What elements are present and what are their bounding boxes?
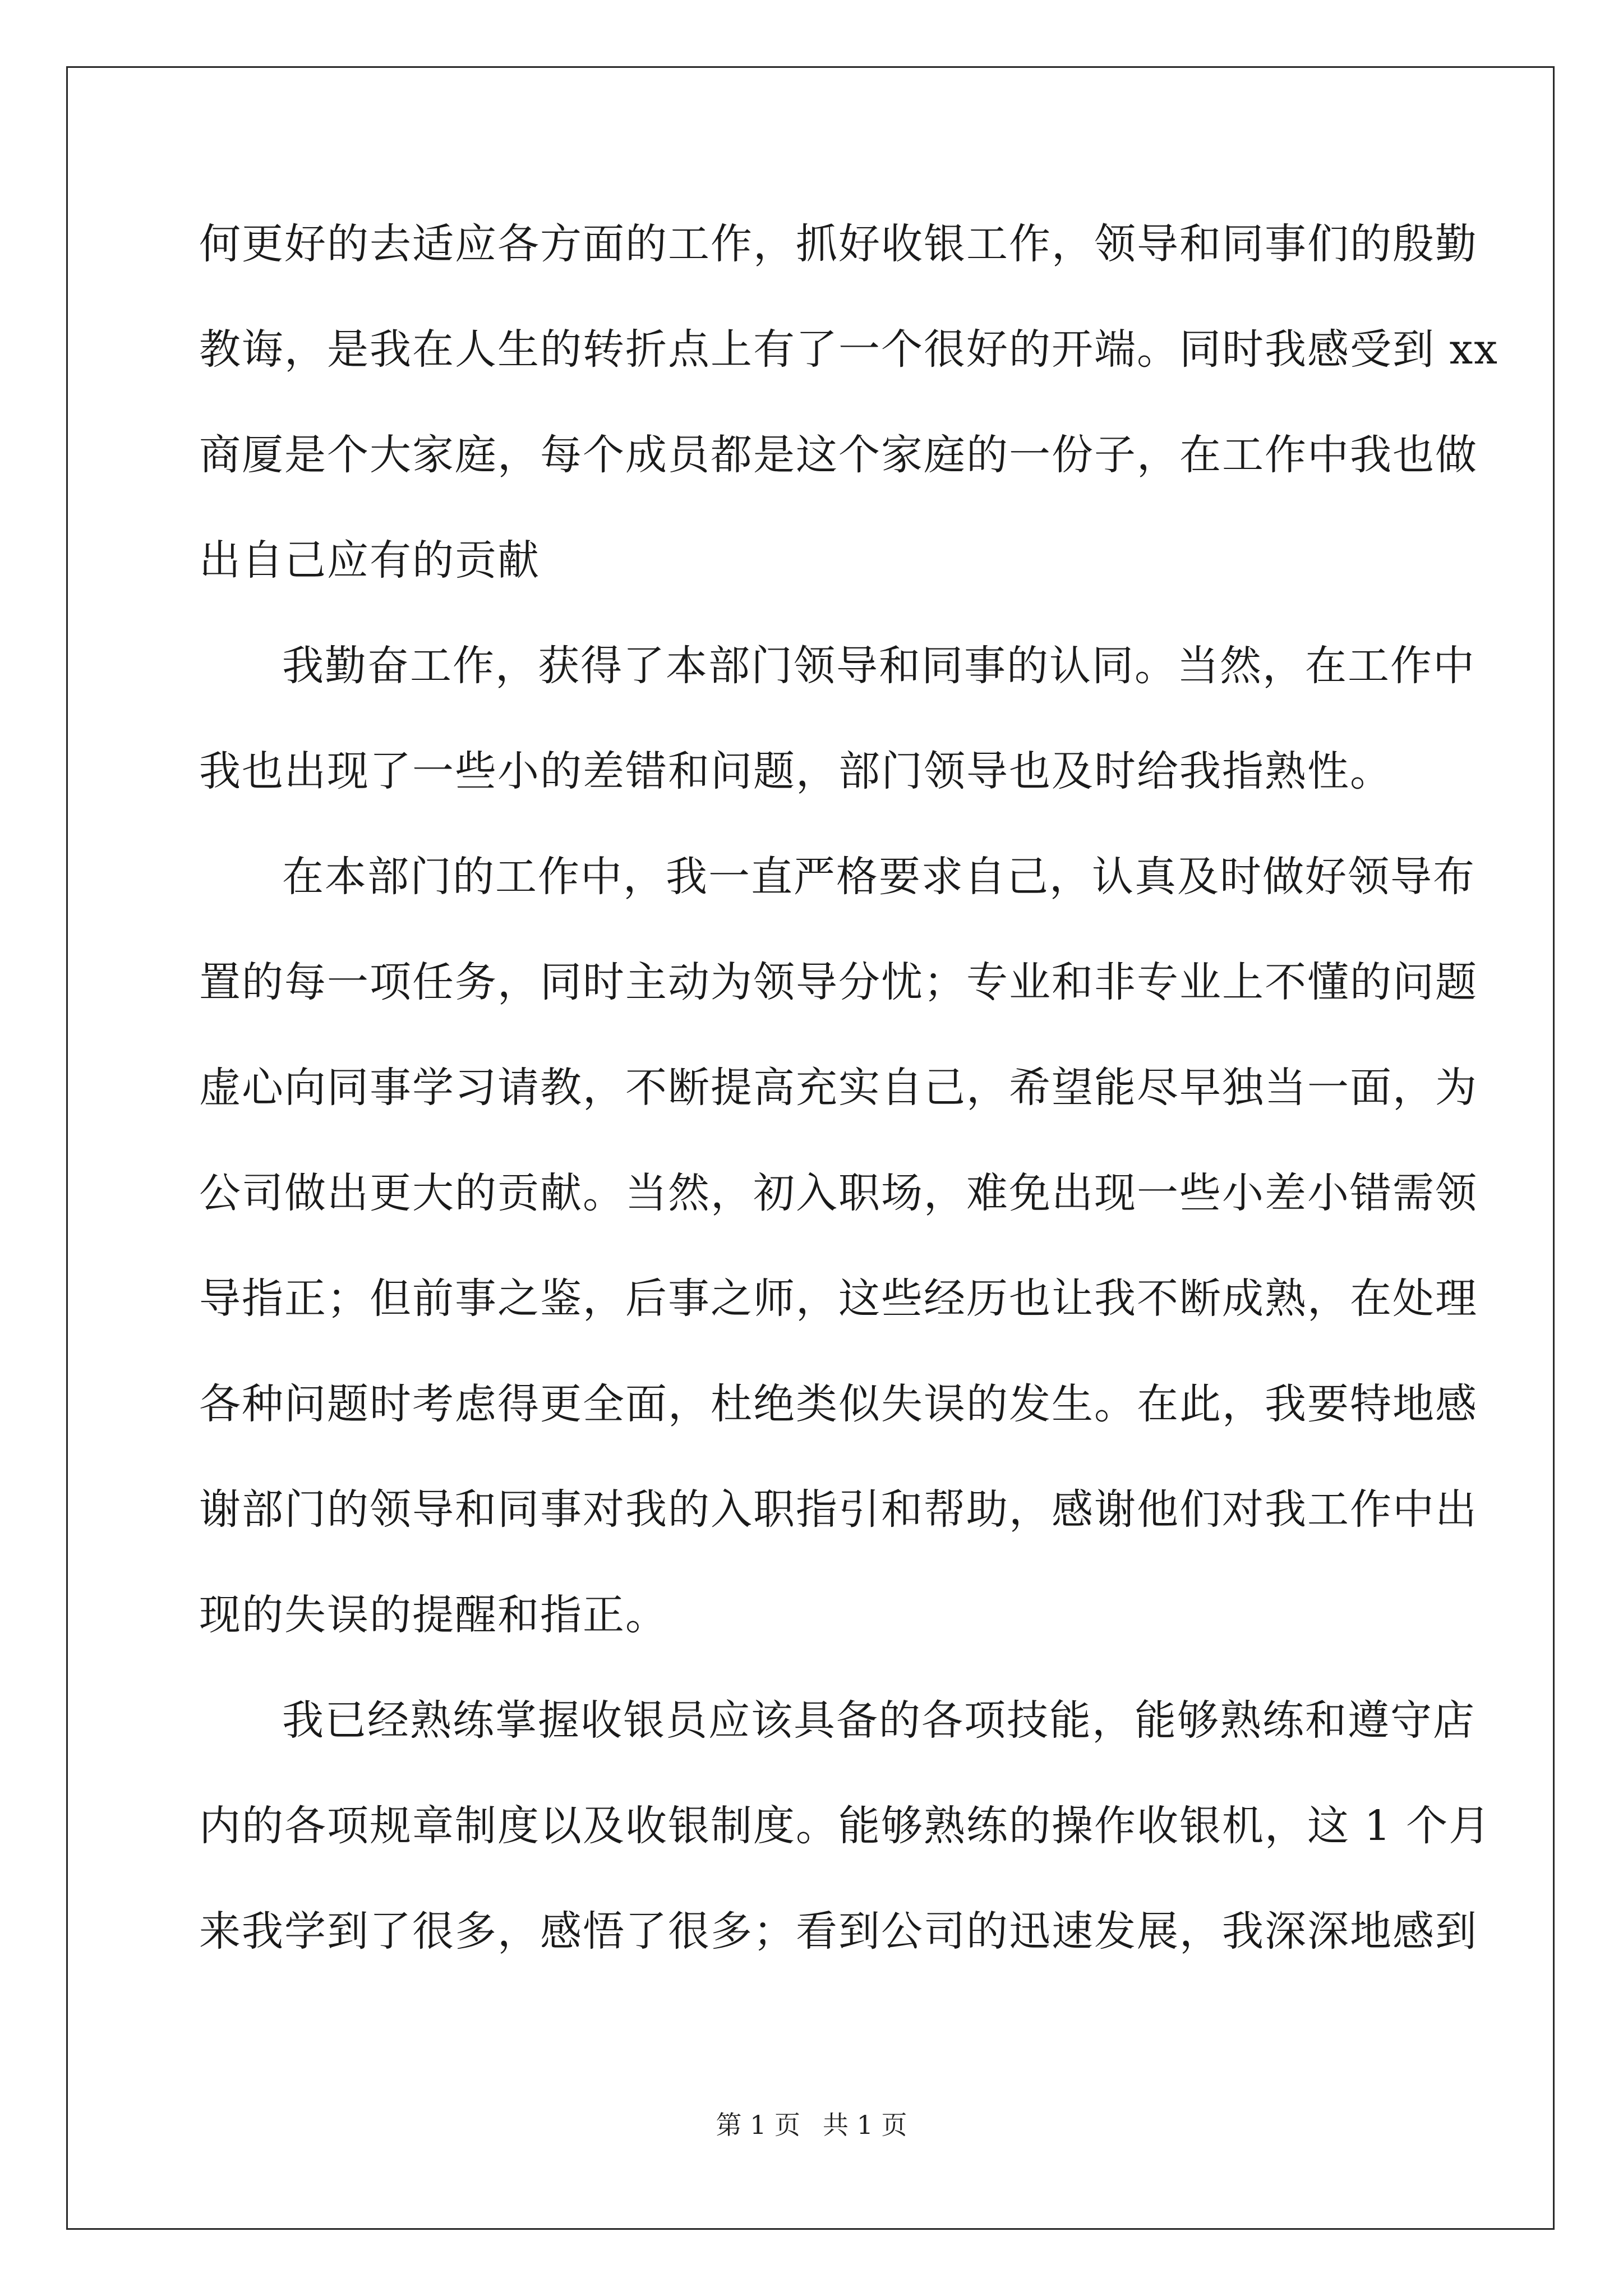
text-line: 我也出现了一些小的差错和问题，部门领导也及时给我指熟性。: [199, 747, 1393, 795]
text-line: 公司做出更大的贡献。当然，初入职场，难免出现一些小差小错需领: [199, 1169, 1478, 1217]
page-total: 共 1 页: [823, 2110, 907, 2140]
text-line: 内的各项规章制度以及收银制度。能够熟练的操作收银机，这 1 个月: [199, 1802, 1492, 1850]
text-line: 虚心向同事学习请教，不断提高充实自己，希望能尽早独当一面，为: [199, 1064, 1478, 1112]
text-line: 谢部门的领导和同事对我的入职指引和帮助，感谢他们对我工作中出: [199, 1485, 1478, 1534]
text-line: 商厦是个大家庭，每个成员都是这个家庭的一份子，在工作中我也做: [199, 431, 1478, 479]
paragraph-first-line: 我已经熟练掌握收银员应该具备的各项技能，能够熟练和遵守店: [282, 1696, 1476, 1745]
text-line: 置的每一项任务，同时主动为领导分忧；专业和非专业上不懂的问题: [199, 958, 1478, 1006]
text-line: 教诲，是我在人生的转折点上有了一个很好的开端。同时我感受到 xx: [199, 325, 1498, 374]
text-line: 各种问题时考虑得更全面，杜绝类似失误的发生。在此，我要特地感: [199, 1380, 1478, 1428]
text-line: 出自己应有的贡献: [199, 536, 540, 585]
text-line: 何更好的去适应各方面的工作，抓好收银工作，领导和同事们的殷勤: [199, 220, 1478, 268]
text-line: 现的失误的提醒和指正。: [199, 1591, 668, 1639]
page-number: 第 1 页: [716, 2110, 800, 2140]
paragraph-first-line: 我勤奋工作，获得了本部门领导和同事的认同。当然，在工作中: [282, 642, 1476, 690]
page-footer: [0, 2108, 1623, 2142]
paragraph-first-line: 在本部门的工作中，我一直严格要求自己，认真及时做好领导布: [282, 853, 1476, 901]
text-line: 来我学到了很多，感悟了很多；看到公司的迅速发展，我深深地感到: [199, 1907, 1478, 1955]
text-line: 导指正；但前事之鉴，后事之师，这些经历也让我不断成熟，在处理: [199, 1274, 1478, 1323]
